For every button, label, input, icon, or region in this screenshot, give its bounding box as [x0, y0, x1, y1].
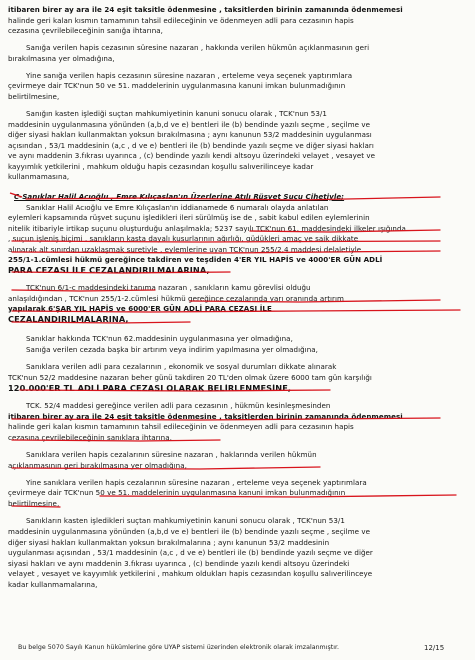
document-line: Sanığa verilen cezada başka bir artırım veya indirim yapılmasına yer olmadığına, [26, 345, 318, 354]
document-line: kayyımlık yetkilerini , mahkum olduğu hapis cezasından koşullu salıverilinceye kadar [8, 162, 314, 171]
document-line: belirtilmesine, [8, 499, 60, 508]
document-line: 120.000'ER TL ADLİ PARA CEZASI OLARAK BELİRLENMESİNE, [8, 384, 292, 393]
document-footer: Bu belge 5070 Sayılı Kanun hükümlerine göre UYAP sistemi üzerinden elektronik olarak imzalanmıştır. [18, 644, 339, 651]
document-line: Sanığa verilen hapis cezasının süresine nazaran , hakkında verilen hükmün açıklanmasının geri [26, 43, 370, 52]
document-line: ve aynı maddenin 3.fıkrası uyarınca , (c) bendinde yazılı kendi altsoyu üzerindeki velayet , vesayet ve [8, 151, 376, 160]
document-line: Sanıklar hakkında TCK'nun 62.maddesinin uygulanmasına yer olmadığına, [26, 334, 293, 343]
document-line: anlaşıldığından , TCK'nun 255/1-2.cümlesi hükmü gereğince cezalarında yarı oranında artırım [8, 294, 345, 303]
document-line: cezasına çevrilebileceğinin sanığa ihtarına, [8, 26, 163, 35]
document-line: velayet , vesayet ve kayyımlık yetkilerini , mahkum oldukları hapis cezasından koşullu salıverilinceye [8, 569, 373, 578]
document-line: diğer siyasi hakları kullanmaktan yoksun bırakılmalarına ; aynı kanunun 53/2 maddesinin [8, 538, 330, 547]
document-line: belirtilmesine, [8, 92, 60, 101]
document-line: halinde geri kalan kısmın tamamının tahsil edileceğinin ve ödenmeyen adli para cezasının hapis [8, 16, 354, 25]
document-line: TCK'nun 52/2 maddesine nazaran beher günü takdiren 20 TL'den olmak üzere 6000 tam gün karşılığı [8, 373, 372, 382]
document-line: maddesinin uygulanmasına yönünden (a,b,d ve e) bentleri ile (b) bendinde yazılı seçme , seçilme ve [8, 120, 371, 129]
document-line: maddesinin uygulanmasına yönünden (a,b,d ve e) bentleri ile (b) bendinde yazılı seçme , seçilme ve [8, 527, 371, 536]
document-line: diğer siyasi hakları kullanmaktan yoksun bırakılmasına ; aynı kanunun 53/2 maddesinin uygulanması [8, 130, 372, 139]
document-line: bırakılmasına yer olmadığına, [8, 54, 115, 63]
document-line: Sanıkların kasten işledikleri suçtan mahkumiyetinin kanuni sonucu olarak , TCK'nun 53/1 [26, 516, 345, 525]
document-line: siyasi hakları ve aynı maddenin 3.fıkrası uyarınca , (c) bendinde yazılı kendi altsoyu üzerindeki [8, 559, 350, 568]
document-line: Yine sanığa verilen hapis cezasının süresine nazaran , erteleme veya seçenek yaptırımlara [26, 71, 353, 80]
document-line: Sanıklara verilen adli para cezalarının , ekonomik ve sosyal durumları dikkate alınarak [26, 362, 337, 371]
document-line: TCK. 52/4 maddesi gereğince verilen adli para cezasının , hükmün kesinleşmesinden [26, 401, 331, 410]
document-line: çevirmeye dair TCK'nun 50 ve 51. maddelerinin uygulanmasına kanuni imkan bulunmadığının [8, 488, 346, 497]
document-line: açısından , 53/1 maddesinin (a,c , d ve e) bentleri ile (b) bendinde yazılı seçme ve diğer siyasi hakları [8, 141, 374, 150]
document-line: 255/1-1.cümlesi hükmü gereğince takdiren ve teşdiden 4'ER YIL HAPİS ve 4000'ER GÜN ADLİ [8, 255, 383, 264]
document-line: nitelik itibariyle irtikap suçunu oluşturduğu anlaşılmakla; 5237 sayılı TCK'nun 61. maddesindeki ilkeler ışığında [8, 224, 406, 233]
document-line: C-Sanıklar Halil Acıoğlu , Emre Kılıçaslan'ın Üzerlerine Atılı Rüşvet Suçu Cihetiyle; [14, 192, 345, 201]
document-line: Sanığın kasten işlediği suçtan mahkumiyetinin kanuni sonucu olarak , TCK'nun 53/1 [26, 109, 327, 118]
document-line: cezasına çevrilebileceğinin sanıklara ihtarına, [8, 433, 172, 442]
document-line: PARA CEZASI İLE CEZALANDIRILMALARINA, [8, 266, 210, 275]
document-line: yapılarak 6'ŞAR YIL HAPİS ve 6000'ER GÜN ADLİ PARA CEZASI İLE [8, 304, 272, 313]
document-line: Sanıklar Halil Acıoğlu ve Emre Kılıçaslan'ın iddianamede 6 numaralı olayda anlatılan [26, 203, 329, 212]
document-line: , suçun işleniş biçimi , sanıkların kasta dayalı kusurlarının ağırlığı, güdükleri amaç ve saik dikkate [8, 234, 359, 243]
document-line: eylemleri kapsamında rüşvet suçunu işledikleri ileri sürülmüş ise de , sabit kabul edilen eylemlerinin [8, 213, 370, 222]
document-line: uygulanması açısından , 53/1 maddesinin (a,c , d ve e) bentleri ile (b) bendinde yazılı seçme ve diğer [8, 548, 373, 557]
page-number: 12/15 [424, 644, 445, 652]
document-line: CEZALANDIRILMALARINA, [8, 315, 129, 324]
document-line: Sanıklara verilen hapis cezalarının süresine nazaran , haklarında verilen hükmün [26, 450, 317, 459]
document-line: TCK'nun 6/1-c maddesindeki tanıma nazaran , sanıkların kamu görevlisi olduğu [26, 283, 311, 292]
document-line: kadar kullanmamalarına, [8, 580, 98, 589]
document-line: alınarak alt sınırdan uzaklaşmak suretiyle , eylemlerine uyan TCK'nun 255/2,4 maddesi delaletiyle [8, 245, 362, 254]
document-line: açıklanmasının geri bırakılmasına yer olmadığına, [8, 461, 187, 470]
document-line: itibaren birer ay ara ile 24 eşit taksitle ödenmesine , taksitlerden birinin zamanında ödenmemesi [8, 5, 403, 14]
document-line: kullanmamasına, [8, 172, 70, 181]
document-line: itibaren birer ay ara ile 24 eşit taksitle ödenmesine , taksitlerden birinin zamanında ödenmemesi [8, 412, 403, 421]
document-line: çevirmeye dair TCK'nun 50 ve 51. maddelerinin uygulanmasına kanuni imkan bulunmadığının [8, 81, 346, 90]
document-line: halinde geri kalan kısmın tamamının tahsil edileceğinin ve ödenmeyen adli para cezasının hapis [8, 422, 354, 431]
document-line: Yine sanıklara verilen hapis cezalarının süresine nazaran , erteleme veya seçenek yaptırımlara [26, 478, 367, 487]
